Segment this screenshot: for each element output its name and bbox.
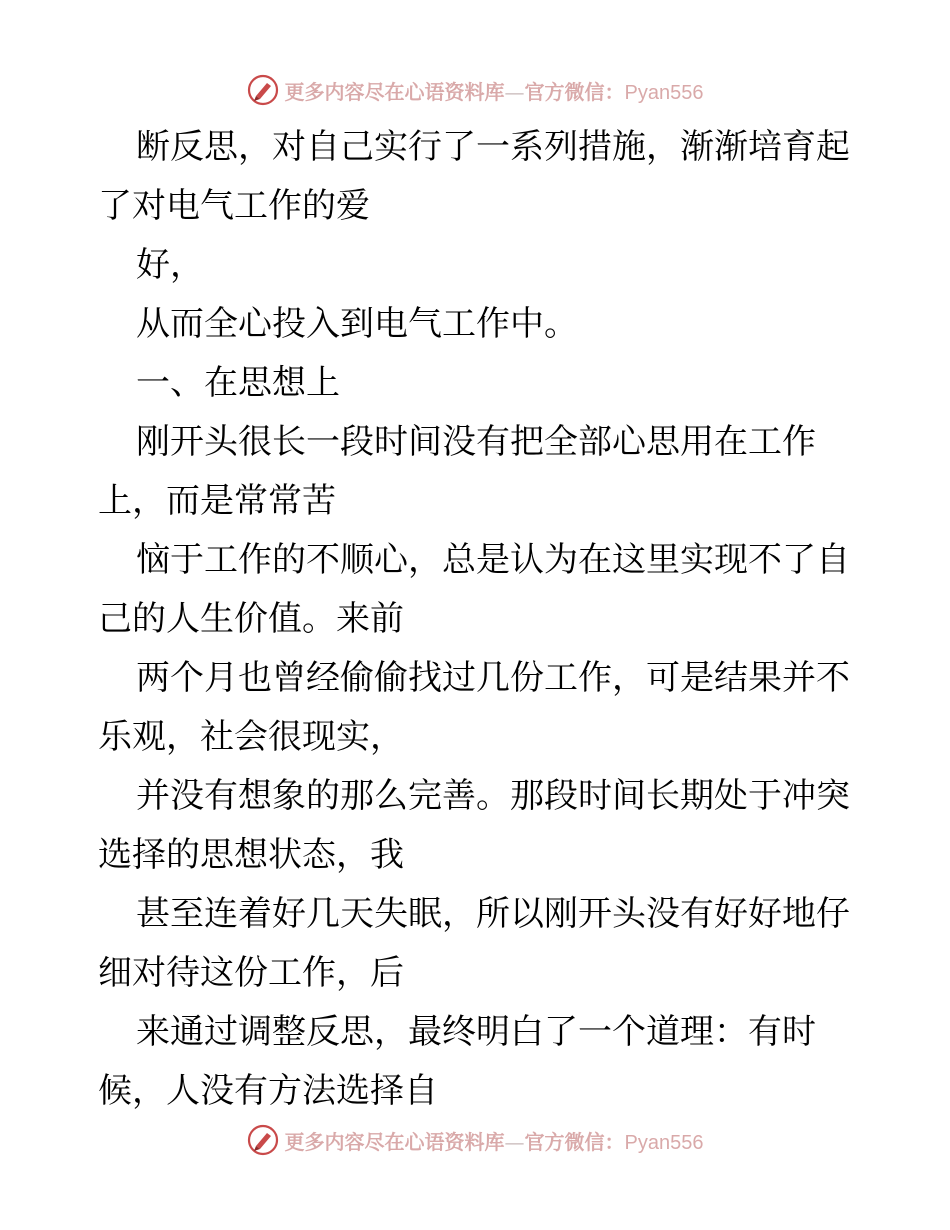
- text-line: 两个月也曾经偷偷找过几份工作，可是结果并不: [136, 658, 850, 698]
- text-line: 刚开头很长一段时间没有把全部心思用在工作: [136, 422, 816, 462]
- text-line: 来通过调整反思，最终明白了一个道理：有时: [136, 1012, 816, 1052]
- text-line: 选择的思想状态，我: [98, 835, 404, 875]
- watermark-wechat-id: Pyan556: [624, 1131, 704, 1154]
- text-line: 恼于工作的不顺心，总是认为在这里实现不了自: [136, 540, 850, 580]
- header-watermark: [0, 70, 950, 110]
- text-line: 乐观，社会很现实，: [98, 717, 404, 757]
- watermark-wechat-id: Pyan556: [624, 81, 704, 104]
- watermark-site: 更多内容尽在心语资料库: [284, 79, 505, 104]
- text-line: 候，人没有方法选择自: [98, 1071, 438, 1111]
- watermark-site: 更多内容尽在心语资料库: [284, 1129, 505, 1154]
- text-line: 断反思，对自己实行了一系列措施，渐渐培育起: [136, 127, 850, 167]
- text-line: 上，而是常常苦: [98, 481, 336, 521]
- seal-pen-icon: [247, 1124, 279, 1156]
- footer-watermark: [0, 1120, 950, 1160]
- text-line: 细对待这份工作，后: [98, 953, 404, 993]
- text-line: 了对电气工作的爱: [98, 186, 370, 226]
- text-line: 从而全心投入到电气工作中。: [136, 304, 578, 344]
- watermark-official: 官方微信：: [524, 79, 625, 104]
- watermark-text: [285, 1126, 704, 1155]
- text-line: 并没有想象的那么完善。那段时间长期处于冲突: [136, 776, 850, 816]
- text-line: 己的人生价值。来前: [98, 599, 404, 639]
- body-text: [98, 118, 858, 1121]
- text-line: 好，: [136, 245, 204, 285]
- watermark-dash: —: [504, 79, 525, 104]
- text-line: 甚至连着好几天失眠，所以刚开头没有好好地仔: [136, 894, 850, 934]
- watermark-text: [285, 76, 704, 105]
- watermark-official: 官方微信：: [524, 1129, 625, 1154]
- section-heading: 一、在思想上: [136, 363, 340, 403]
- watermark-dash: —: [504, 1129, 525, 1154]
- seal-pen-icon: [247, 74, 279, 106]
